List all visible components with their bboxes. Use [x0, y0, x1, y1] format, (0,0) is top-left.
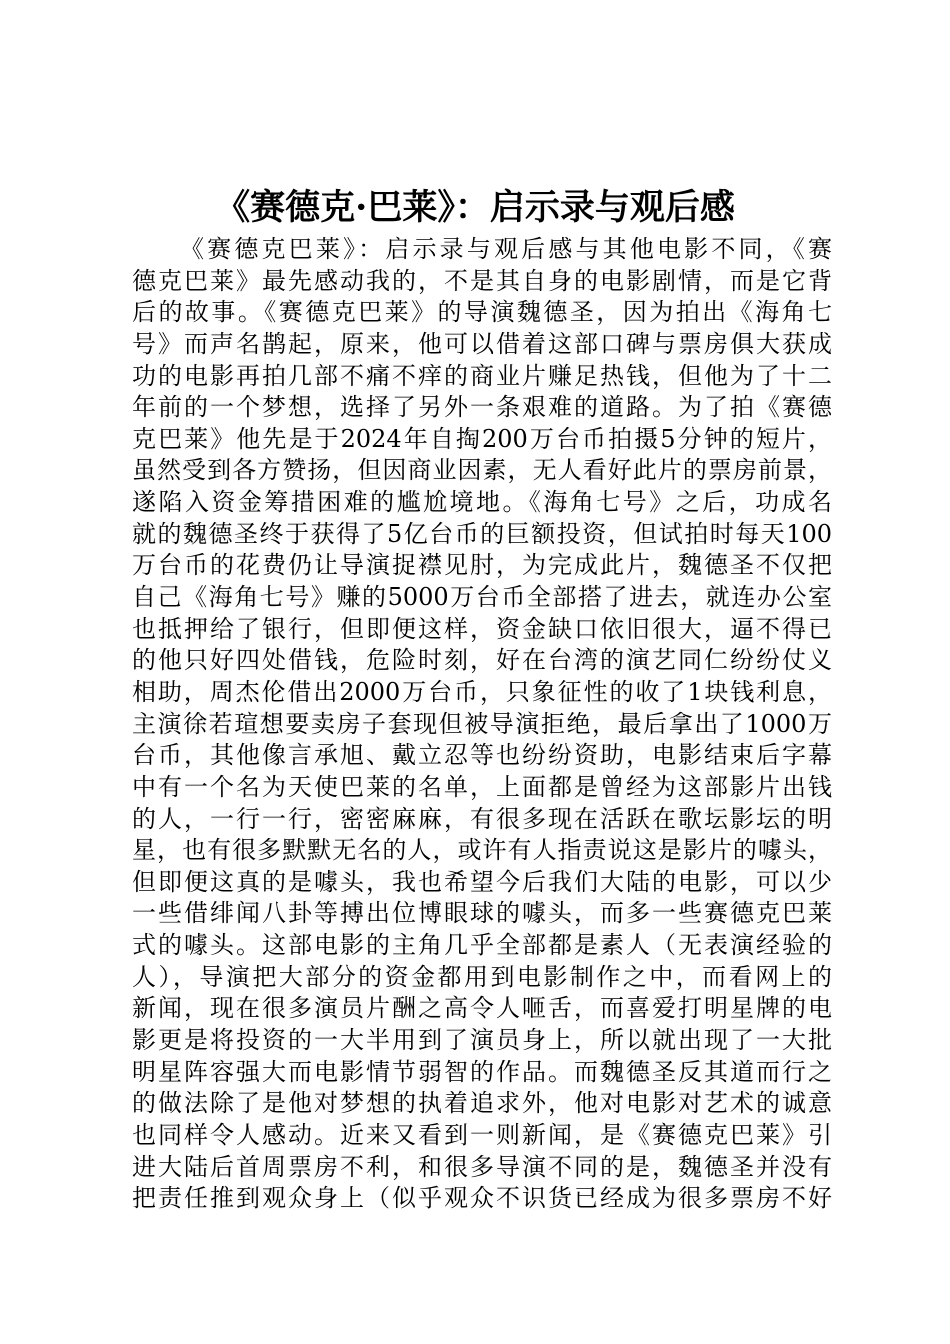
paragraph-line: 把责任推到观众身上（似乎观众不识货已经成为很多票房不好 — [132, 1184, 832, 1213]
paragraph-line: 《赛德克巴莱》：启示录与观后感与其他电影不同，《赛 — [180, 235, 832, 263]
paragraph-line: 星，也有很多默默无名的人，或许有人指责说这是影片的噱头， — [132, 836, 832, 865]
paragraph-line: 的人，一行一行，密密麻麻，有很多现在活跃在歌坛影坛的明 — [132, 804, 832, 833]
paragraph-line: 中有一个名为天使巴莱的名单，上面都是曾经为这部影片出钱 — [132, 772, 832, 801]
document-title: 《赛德克·巴莱》：启示录与观后感 — [215, 187, 735, 228]
paragraph-line: 的他只好四处借钱，危险时刻，好在台湾的演艺同仁纷纷仗义 — [132, 646, 832, 675]
paragraph-line: 相助，周杰伦借出2000万台币，只象征性的收了1块钱利息， — [132, 677, 832, 706]
paragraph-line: 影更是将投资的一大半用到了演员身上，所以就出现了一大批 — [132, 1026, 832, 1055]
paragraph-line: 的做法除了是他对梦想的执着追求外，他对电影对艺术的诚意 — [132, 1089, 832, 1118]
paragraph-line: 后的故事。《赛德克巴莱》的导演魏德圣，因为拍出《海角七 — [132, 298, 832, 327]
paragraph-line: 就的魏德圣终于获得了5亿台币的巨额投资，但试拍时每天100 — [132, 519, 832, 548]
paragraph-line: 人），导演把大部分的资金都用到电影制作之中，而看网上的 — [132, 962, 832, 991]
paragraph-line: 但即便这真的是噱头，我也希望今后我们大陆的电影，可以少 — [132, 867, 832, 896]
paragraph-line: 进大陆后首周票房不利，和很多导演不同的是，魏德圣并没有 — [132, 1152, 832, 1181]
paragraph-line: 德克巴莱》最先感动我的，不是其自身的电影剧情，而是它背 — [132, 266, 832, 295]
paragraph-line: 虽然受到各方赞扬，但因商业因素，无人看好此片的票房前景， — [132, 456, 832, 485]
paragraph-line: 式的噱头。这部电影的主角几乎全部都是素人（无表演经验的 — [132, 931, 832, 960]
paragraph-line: 自己《海角七号》赚的5000万台币全部搭了进去，就连办公室 — [132, 583, 832, 612]
paragraph-line: 遂陷入资金筹措困难的尴尬境地。《海角七号》之后，功成名 — [132, 488, 832, 517]
paragraph-line: 也抵押给了银行，但即便这样，资金缺口依旧很大，逼不得已 — [132, 614, 832, 643]
paragraph-line: 克巴莱》他先是于2024年自掏200万台币拍摄5分钟的短片， — [132, 424, 832, 453]
paragraph-line: 一些借绯闻八卦等搏出位博眼球的噱头，而多一些赛德克巴莱 — [132, 899, 832, 928]
paragraph-line: 主演徐若瑄想要卖房子套现但被导演拒绝，最后拿出了1000万 — [132, 709, 832, 738]
paragraph-line: 明星阵容强大而电影情节弱智的作品。而魏德圣反其道而行之 — [132, 1057, 832, 1086]
paragraph-line: 号》而声名鹊起，原来，他可以借着这部口碑与票房俱大获成 — [132, 329, 832, 358]
paragraph-line: 新闻，现在很多演员片酬之高令人咂舌，而喜爱打明星牌的电 — [132, 994, 832, 1023]
paragraph-line: 年前的一个梦想，选择了另外一条艰难的道路。为了拍《赛德 — [132, 393, 832, 422]
paragraph-line: 功的电影再拍几部不痛不痒的商业片赚足热钱，但他为了十二 — [132, 361, 832, 390]
paragraph-line: 万台币的花费仍让导演捉襟见肘，为完成此片，魏德圣不仅把 — [132, 551, 832, 580]
paragraph-line: 台币，其他像言承旭、戴立忍等也纷纷资助，电影结束后字幕 — [132, 741, 832, 770]
document-body — [132, 234, 832, 1215]
paragraph-line: 也同样令人感动。近来又看到一则新闻，是《赛德克巴莱》引 — [132, 1120, 832, 1149]
